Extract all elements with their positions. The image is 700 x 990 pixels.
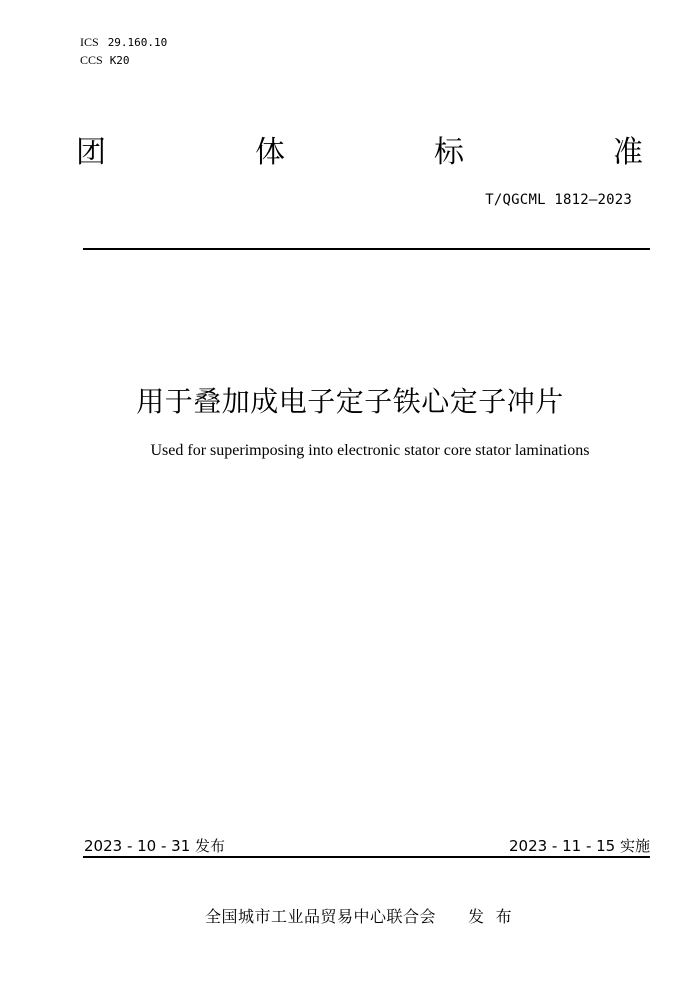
ics-code: 29.160.10 [107,36,168,49]
publish-action: 发 布 [468,907,513,926]
ccs-line [80,53,130,68]
standard-number: T/QGCML 1812—2023 [485,192,632,208]
implement-date: 2023 - 11 - 15 实施 [508,837,650,855]
header-char-4: 准 [613,135,643,170]
document-title-cn: 用于叠加成电子定子铁心定子冲片 [136,385,564,418]
document-title-en: Used for superimposing into electronic stator core stator laminations [150,442,590,459]
publisher-name: 全国城市工业品贸易中心联合会 [205,907,437,926]
header-char-2: 体 [255,135,285,170]
header-char-1: 团 [76,135,106,170]
ics-line [80,35,167,50]
header-char-3: 标 [434,135,464,170]
footer-divider [83,856,650,858]
ics-label: ICS [80,35,99,49]
publish-date: 2023 - 10 - 31 发布 [84,837,226,855]
ccs-code: K20 [109,54,130,67]
ccs-label: CCS [80,53,103,67]
header-divider [83,248,650,250]
